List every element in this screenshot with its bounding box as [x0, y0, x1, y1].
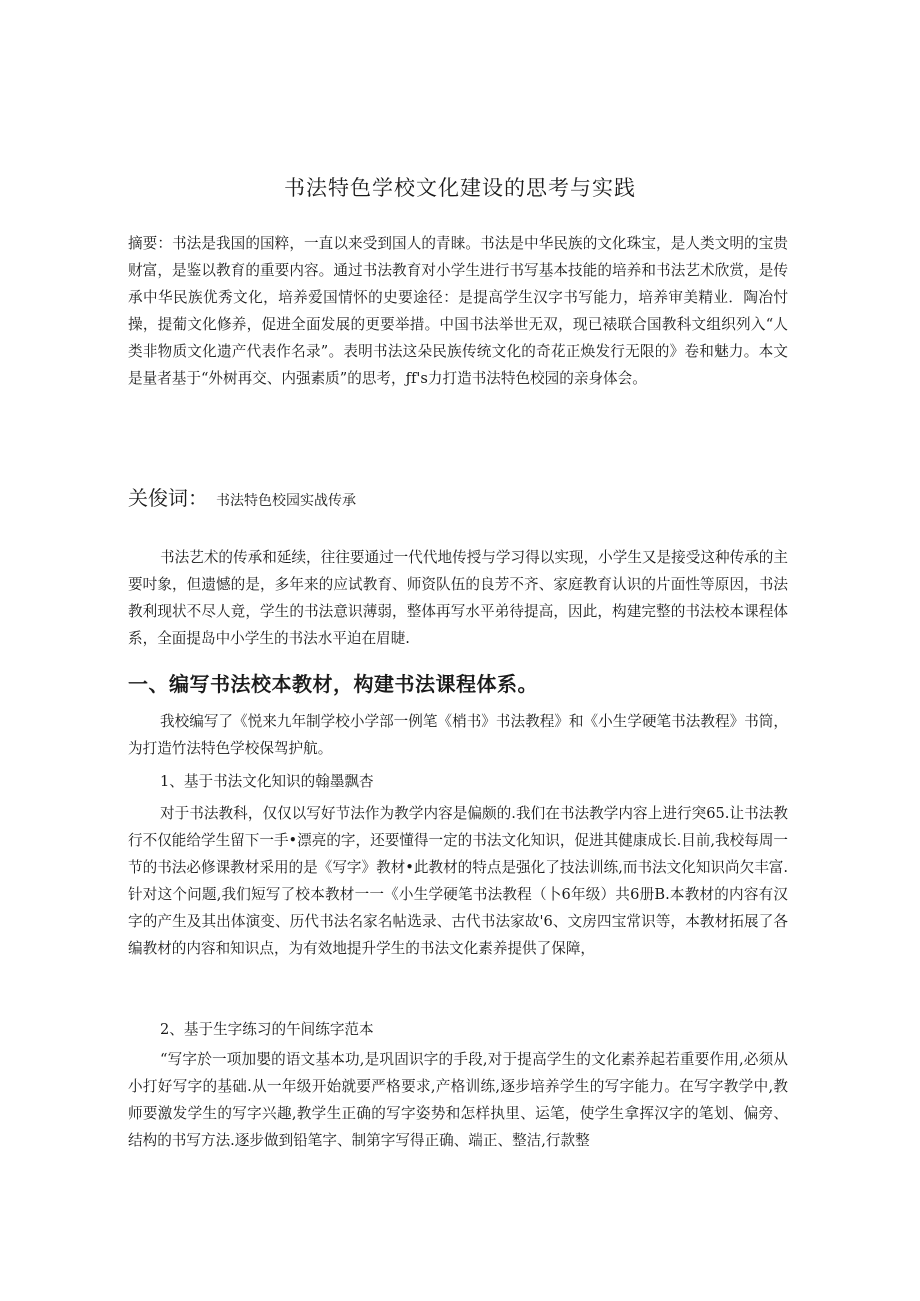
section-1-heading: 一、编写书法校本教材，构建书法课程体系。 — [128, 672, 538, 696]
subsection-1-paragraph: 对于书法教科，仅仅以写好节法作为教学内容是偏颇的.我们在书法教学内容上进行突65.让书法教行不仅能给学生留下一手•漂亮的字，还要懂得一定的书法文化知识，促进其健康成长.目前,我校每周一节的书法必修课教材采用的是《写字》教材•此教材的特点是强化了技法训练,而书法文化知识尚欠丰富.针对这个问题,我们短写了校本教材一一《小生学硬笔书法教程（卜6年级）共6册B.本教材的内容有汉字的产生及其出体演变、历代书法名家名帖选录、古代书法家故'6、文房四宝常识等，本教材拓展了各编教材的内容和知识点，为有效地提升学生的书法文化素养提供了保障， — [128, 805, 789, 957]
abstract-paragraph: 摘要：书法是我国的国粹，一直以来受到国人的青睐。书法是中华民族的文化珠宝，是人类文明的宝贵财富，是鉴以教育的重要内容。通过书法教育对小学生进行书写基本技能的培养和书法艺术欣赏，是传承中华民族优秀文化，培养爱国情怀的史要途径：是提高学生汉字书写能力，培养审美精业．陶冶忖操，提葡文化修养，促进全面发展的更要举措。中国书法举世无双，现已裱联合国教科文组织列入“人类非物质文化遗产代表作名录”。表明书法这朵民族传统文化的奇花正焕发行无限的》卷和魅力。本文是量者基于“外树再交、内强素质”的思考，ƒf's力打造书法特色校园的亲身体会。 — [128, 235, 788, 387]
subsection-1-heading: 1、基于书法文化知识的翰墨飘杏 — [160, 773, 374, 790]
section-1-paragraph: 我校编写了《悦来九年制学校小学部一例笔《梢书》书法教程》和《小生学硬笔书法教程》书筒，为打造竹法特色学校保驾护航。 — [128, 713, 788, 757]
subsection-2-heading: 2、基于生字练习的午间练字范本 — [160, 1021, 374, 1038]
keywords-value: 书法特色校园实战传承 — [216, 493, 356, 509]
intro-paragraph: 书法艺术的传承和延续，往往要通过一代代地传授与学习得以实现，小学生又是接受这种传承的主要吋象，但遗憾的是，多年来的应试教育、师资队伍的良芳不齐、家庭教育认识的片面性等原因，书法教利现状不尽人竟，学生的书法意识薄弱，整体再写水平弟待提高，因此，构建完整的书法校本课程体系，全面提岛中小学生的书法水平迫在眉睫. — [128, 549, 788, 647]
subsection-2-paragraph: “写字於一项加嬰的语文基本功,是巩固识字的手段,对于提高学生的文化素养起若重要作用,必须从小打好写字的基础.从一年级开始就要严格要求,产格训练,逐步培养学生的写字能力。在写字教学中,教师要激发学生的写字兴趣,教学生正确的写字姿势和怎样执里、运笔，使学生拿挥汉字的笔划、偏旁、结构的书写方法.逐步做到铅笔字、制第字写得正确、端正、整洁,行款整 — [128, 1051, 788, 1149]
keywords-label: 关俊词： — [128, 486, 208, 510]
keywords-row — [128, 482, 788, 511]
page-title: 书法特色学校文化建设的思考与实践 — [284, 176, 636, 200]
